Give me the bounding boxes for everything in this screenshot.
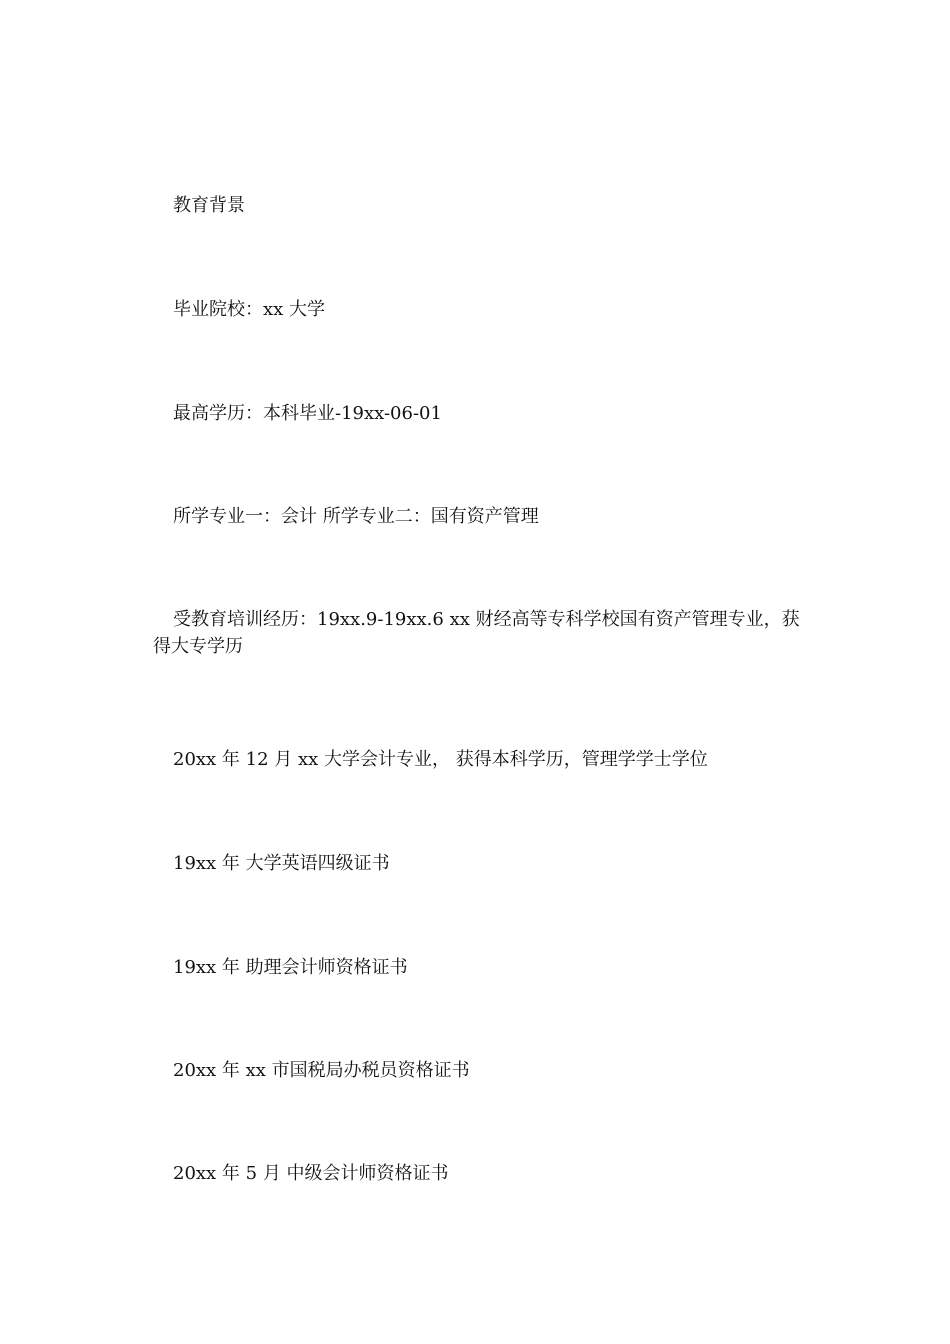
- certificate-cet4: 19xx 年 大学英语四级证书: [173, 853, 390, 874]
- education-entry-bachelor: 20xx 年 12 月 xx 大学会计专业， 获得本科学历，管理学学士学位: [173, 749, 708, 770]
- majors: 所学专业一：会计 所学专业二：国有资产管理: [173, 506, 539, 527]
- highest-degree: 最高学历：本科毕业-19xx-06-01: [173, 403, 442, 424]
- section-heading-education: 教育背景: [173, 195, 245, 216]
- graduated-school: 毕业院校：xx 大学: [173, 299, 326, 320]
- training-history: 受教育培训经历：19xx.9-19xx.6 xx 财经高等专科学校国有资产管理专业，获得大专学历: [153, 609, 800, 657]
- certificate-tax-clerk: 20xx 年 xx 市国税局办税员资格证书: [173, 1060, 470, 1081]
- certificate-assistant-accountant: 19xx 年 助理会计师资格证书: [173, 957, 408, 978]
- certificate-intermediate-accountant: 20xx 年 5 月 中级会计师资格证书: [173, 1163, 449, 1184]
